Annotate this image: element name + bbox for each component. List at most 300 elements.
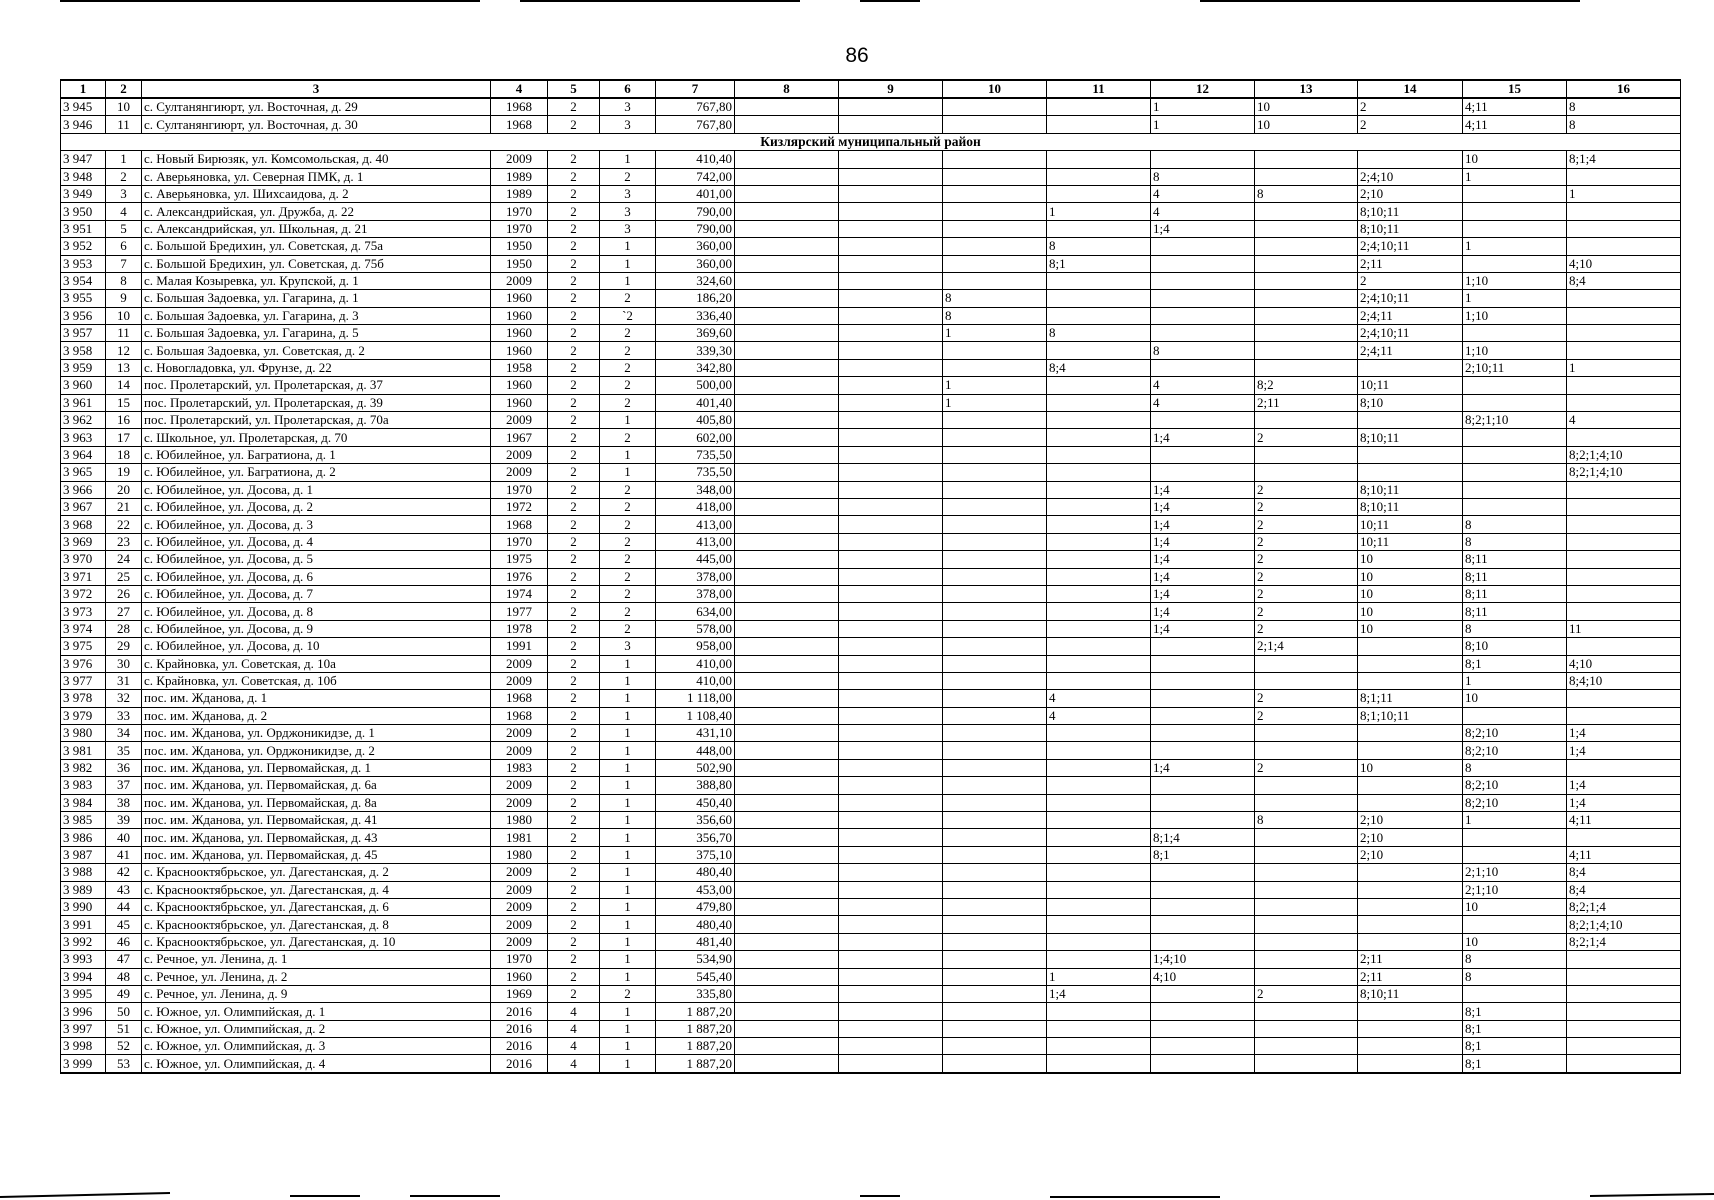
cell-col-15	[1463, 985, 1567, 1002]
cell-entrances: 1	[600, 777, 656, 794]
cell-col-8	[735, 603, 839, 620]
cell-col-14: 8;1;10;11	[1358, 707, 1463, 724]
table-row	[61, 881, 1681, 898]
cell-floors: 2	[548, 307, 600, 324]
cell-area: 958,00	[656, 638, 735, 655]
cell-row-number: 3 991	[61, 916, 106, 933]
cell-col-14	[1358, 1003, 1463, 1020]
cell-floors: 2	[548, 377, 600, 394]
cell-floors: 2	[548, 185, 600, 202]
cell-local-index: 20	[106, 481, 142, 498]
cell-col-14	[1358, 672, 1463, 689]
cell-area: 448,00	[656, 742, 735, 759]
cell-col-13	[1255, 725, 1358, 742]
cell-col-8	[735, 655, 839, 672]
cell-col-13	[1255, 307, 1358, 324]
table-row	[61, 1003, 1681, 1020]
cell-col-11	[1047, 742, 1151, 759]
cell-row-number: 3 962	[61, 412, 106, 429]
cell-area: 545,40	[656, 968, 735, 985]
cell-area: 339,30	[656, 342, 735, 359]
cell-col-12	[1151, 255, 1255, 272]
cell-col-15: 1;10	[1463, 342, 1567, 359]
cell-col-16: 1	[1567, 185, 1681, 202]
cell-floors: 2	[548, 568, 600, 585]
cell-col-14	[1358, 725, 1463, 742]
cell-col-12	[1151, 446, 1255, 463]
cell-year: 1950	[491, 238, 548, 255]
cell-col-8	[735, 1055, 839, 1073]
cell-entrances: 2	[600, 551, 656, 568]
cell-local-index: 19	[106, 464, 142, 481]
cell-col-13	[1255, 255, 1358, 272]
cell-col-9	[839, 290, 943, 307]
cell-area: 767,80	[656, 116, 735, 133]
cell-col-11: 1	[1047, 203, 1151, 220]
cell-area: 342,80	[656, 359, 735, 376]
cell-col-16	[1567, 342, 1681, 359]
cell-col-15: 8	[1463, 951, 1567, 968]
cell-col-16	[1567, 968, 1681, 985]
cell-col-9	[839, 829, 943, 846]
cell-floors: 2	[548, 829, 600, 846]
cell-col-14: 2;10	[1358, 846, 1463, 863]
cell-col-9	[839, 777, 943, 794]
cell-local-index: 36	[106, 759, 142, 776]
cell-col-9	[839, 1055, 943, 1073]
cell-col-16: 8	[1567, 98, 1681, 116]
cell-floors: 2	[548, 481, 600, 498]
cell-col-11: 8;4	[1047, 359, 1151, 376]
cell-area: 418,00	[656, 498, 735, 515]
cell-col-8	[735, 151, 839, 168]
cell-col-11	[1047, 864, 1151, 881]
cell-col-11	[1047, 638, 1151, 655]
cell-col-12	[1151, 1055, 1255, 1073]
cell-entrances: 2	[600, 325, 656, 342]
cell-col-13	[1255, 151, 1358, 168]
cell-entrances: 3	[600, 98, 656, 116]
cell-year: 2009	[491, 881, 548, 898]
cell-col-9	[839, 498, 943, 515]
table-header	[61, 80, 1681, 98]
cell-floors: 2	[548, 551, 600, 568]
cell-entrances: 3	[600, 203, 656, 220]
table-row	[61, 568, 1681, 585]
cell-col-11	[1047, 620, 1151, 637]
cell-year: 1977	[491, 603, 548, 620]
cell-col-13: 2;11	[1255, 394, 1358, 411]
cell-col-14: 10	[1358, 603, 1463, 620]
column-header-2: 2	[106, 80, 142, 98]
cell-col-11	[1047, 812, 1151, 829]
cell-col-15: 1	[1463, 290, 1567, 307]
cell-local-index: 10	[106, 98, 142, 116]
cell-col-13: 2	[1255, 516, 1358, 533]
cell-area: 378,00	[656, 568, 735, 585]
cell-col-13	[1255, 325, 1358, 342]
cell-col-10	[943, 272, 1047, 289]
cell-col-11: 8;1	[1047, 255, 1151, 272]
cell-floors: 2	[548, 759, 600, 776]
cell-col-10	[943, 742, 1047, 759]
cell-address: с. Юбилейное, ул. Досова, д. 2	[142, 498, 491, 515]
cell-col-8	[735, 255, 839, 272]
cell-col-13: 2	[1255, 533, 1358, 550]
table-row	[61, 620, 1681, 637]
cell-col-9	[839, 568, 943, 585]
cell-col-12	[1151, 864, 1255, 881]
cell-col-10	[943, 777, 1047, 794]
cell-col-10	[943, 568, 1047, 585]
cell-address: с. Юбилейное, ул. Багратиона, д. 2	[142, 464, 491, 481]
cell-address: с. Юбилейное, ул. Досова, д. 4	[142, 533, 491, 550]
cell-col-12: 1;4	[1151, 429, 1255, 446]
cell-col-9	[839, 1003, 943, 1020]
cell-col-16	[1567, 498, 1681, 515]
cell-floors: 2	[548, 98, 600, 116]
cell-floors: 2	[548, 255, 600, 272]
cell-col-8	[735, 359, 839, 376]
cell-address: с. Краснооктябрьское, ул. Дагестанская, д. 4	[142, 881, 491, 898]
cell-area: 1 887,20	[656, 1038, 735, 1055]
cell-year: 2009	[491, 742, 548, 759]
cell-col-10	[943, 707, 1047, 724]
cell-entrances: 1	[600, 881, 656, 898]
cell-col-13: 8	[1255, 185, 1358, 202]
cell-row-number: 3 972	[61, 585, 106, 602]
cell-area: 767,80	[656, 98, 735, 116]
cell-year: 1970	[491, 533, 548, 550]
cell-row-number: 3 987	[61, 846, 106, 863]
cell-row-number: 3 979	[61, 707, 106, 724]
cell-col-16	[1567, 568, 1681, 585]
cell-col-11	[1047, 185, 1151, 202]
cell-year: 2009	[491, 151, 548, 168]
cell-local-index: 37	[106, 777, 142, 794]
cell-col-14: 8;10	[1358, 394, 1463, 411]
cell-col-11	[1047, 672, 1151, 689]
cell-floors: 2	[548, 412, 600, 429]
cell-col-13: 8;2	[1255, 377, 1358, 394]
cell-local-index: 27	[106, 603, 142, 620]
cell-col-13	[1255, 412, 1358, 429]
cell-col-10	[943, 725, 1047, 742]
cell-local-index: 15	[106, 394, 142, 411]
cell-local-index: 11	[106, 325, 142, 342]
cell-col-9	[839, 342, 943, 359]
cell-area: 634,00	[656, 603, 735, 620]
cell-row-number: 3 999	[61, 1055, 106, 1073]
cell-col-11: 4	[1047, 707, 1151, 724]
cell-col-10: 8	[943, 307, 1047, 324]
cell-address: с. Юбилейное, ул. Досова, д. 6	[142, 568, 491, 585]
cell-address: с. Большой Бредихин, ул. Советская, д. 75б	[142, 255, 491, 272]
cell-entrances: 3	[600, 116, 656, 133]
cell-col-12: 1;4	[1151, 585, 1255, 602]
cell-col-10	[943, 151, 1047, 168]
cell-area: 410,00	[656, 672, 735, 689]
cell-col-9	[839, 394, 943, 411]
cell-year: 2009	[491, 272, 548, 289]
page-number: 86	[845, 44, 869, 67]
cell-col-11	[1047, 898, 1151, 915]
cell-row-number: 3 949	[61, 185, 106, 202]
cell-col-11	[1047, 846, 1151, 863]
cell-col-15	[1463, 916, 1567, 933]
cell-row-number: 3 993	[61, 951, 106, 968]
cell-local-index: 6	[106, 238, 142, 255]
cell-col-12	[1151, 794, 1255, 811]
cell-col-15: 8;11	[1463, 551, 1567, 568]
cell-row-number: 3 946	[61, 116, 106, 133]
cell-col-10	[943, 933, 1047, 950]
cell-floors: 2	[548, 325, 600, 342]
cell-local-index: 16	[106, 412, 142, 429]
cell-col-13	[1255, 464, 1358, 481]
cell-address: с. Краснооктябрьское, ул. Дагестанская, д. 6	[142, 898, 491, 915]
table-row	[61, 255, 1681, 272]
cell-col-8	[735, 933, 839, 950]
column-header-5: 5	[548, 80, 600, 98]
cell-year: 1983	[491, 759, 548, 776]
cell-col-11	[1047, 1020, 1151, 1037]
cell-col-14: 2;4;10;11	[1358, 325, 1463, 342]
cell-address: с. Большая Задоевка, ул. Гагарина, д. 3	[142, 307, 491, 324]
cell-entrances: 1	[600, 864, 656, 881]
cell-col-8	[735, 464, 839, 481]
cell-area: 480,40	[656, 864, 735, 881]
cell-floors: 2	[548, 898, 600, 915]
cell-row-number: 3 970	[61, 551, 106, 568]
cell-row-number: 3 985	[61, 812, 106, 829]
cell-entrances: 1	[600, 742, 656, 759]
cell-year: 1968	[491, 690, 548, 707]
cell-col-15: 8;1	[1463, 1020, 1567, 1037]
cell-col-12: 1;4	[1151, 568, 1255, 585]
table-row	[61, 846, 1681, 863]
cell-col-9	[839, 846, 943, 863]
cell-col-14: 10	[1358, 585, 1463, 602]
cell-row-number: 3 961	[61, 394, 106, 411]
cell-col-14: 2	[1358, 116, 1463, 133]
cell-col-9	[839, 429, 943, 446]
cell-col-10	[943, 968, 1047, 985]
cell-row-number: 3 980	[61, 725, 106, 742]
cell-entrances: 1	[600, 1055, 656, 1073]
cell-local-index: 46	[106, 933, 142, 950]
cell-col-12: 1;4;10	[1151, 951, 1255, 968]
cell-row-number: 3 957	[61, 325, 106, 342]
cell-year: 1960	[491, 290, 548, 307]
cell-entrances: 1	[600, 1038, 656, 1055]
cell-col-8	[735, 533, 839, 550]
cell-year: 2009	[491, 725, 548, 742]
cell-col-16: 8;4	[1567, 881, 1681, 898]
cell-floors: 2	[548, 933, 600, 950]
cell-col-12: 8	[1151, 168, 1255, 185]
cell-col-12	[1151, 272, 1255, 289]
cell-col-8	[735, 916, 839, 933]
cell-year: 1974	[491, 585, 548, 602]
cell-year: 2009	[491, 864, 548, 881]
cell-year: 2009	[491, 412, 548, 429]
cell-area: 410,40	[656, 151, 735, 168]
cell-local-index: 39	[106, 812, 142, 829]
cell-year: 1958	[491, 359, 548, 376]
cell-address: с. Южное, ул. Олимпийская, д. 3	[142, 1038, 491, 1055]
column-header-4: 4	[491, 80, 548, 98]
cell-col-14: 8;10;11	[1358, 429, 1463, 446]
cell-col-12	[1151, 325, 1255, 342]
table-row	[61, 168, 1681, 185]
cell-entrances: 1	[600, 272, 656, 289]
cell-local-index: 45	[106, 916, 142, 933]
cell-col-9	[839, 794, 943, 811]
cell-col-12: 1;4	[1151, 551, 1255, 568]
cell-col-16: 1;4	[1567, 794, 1681, 811]
cell-col-8	[735, 846, 839, 863]
cell-entrances: 2	[600, 498, 656, 515]
cell-col-11	[1047, 1038, 1151, 1055]
cell-year: 1960	[491, 307, 548, 324]
cell-year: 2009	[491, 446, 548, 463]
cell-year: 1991	[491, 638, 548, 655]
cell-address: с. Юбилейное, ул. Багратиона, д. 1	[142, 446, 491, 463]
cell-col-10	[943, 533, 1047, 550]
cell-col-10	[943, 898, 1047, 915]
cell-col-15: 10	[1463, 933, 1567, 950]
cell-col-10	[943, 342, 1047, 359]
cell-floors: 2	[548, 812, 600, 829]
cell-address: пос. им. Жданова, ул. Первомайская, д. 1	[142, 759, 491, 776]
cell-col-10	[943, 951, 1047, 968]
cell-local-index: 33	[106, 707, 142, 724]
cell-col-13	[1255, 220, 1358, 237]
cell-col-11	[1047, 603, 1151, 620]
cell-col-13	[1255, 168, 1358, 185]
cell-area: 378,00	[656, 585, 735, 602]
cell-address: пос. им. Жданова, д. 1	[142, 690, 491, 707]
cell-col-14: 2;4;11	[1358, 342, 1463, 359]
cell-entrances: 2	[600, 603, 656, 620]
column-header-14: 14	[1358, 80, 1463, 98]
cell-col-10	[943, 429, 1047, 446]
cell-row-number: 3 963	[61, 429, 106, 446]
cell-year: 2016	[491, 1020, 548, 1037]
table-row	[61, 933, 1681, 950]
cell-col-14	[1358, 777, 1463, 794]
cell-col-16	[1567, 516, 1681, 533]
cell-col-14: 8;10;11	[1358, 498, 1463, 515]
cell-col-9	[839, 881, 943, 898]
cell-col-13: 8	[1255, 812, 1358, 829]
cell-col-13	[1255, 951, 1358, 968]
table-row	[61, 1020, 1681, 1037]
cell-local-index: 44	[106, 898, 142, 915]
register-table	[60, 79, 1681, 1074]
cell-col-12: 1;4	[1151, 498, 1255, 515]
cell-col-15: 8;1	[1463, 1038, 1567, 1055]
cell-year: 1968	[491, 116, 548, 133]
cell-col-9	[839, 690, 943, 707]
cell-address: с. Большой Бредихин, ул. Советская, д. 75а	[142, 238, 491, 255]
cell-col-11	[1047, 916, 1151, 933]
cell-col-14: 10	[1358, 568, 1463, 585]
cell-col-14: 2;4;10	[1358, 168, 1463, 185]
cell-col-9	[839, 620, 943, 637]
cell-col-13	[1255, 446, 1358, 463]
cell-col-10	[943, 638, 1047, 655]
cell-col-12	[1151, 638, 1255, 655]
table-row	[61, 916, 1681, 933]
cell-entrances: 2	[600, 985, 656, 1002]
cell-col-10: 1	[943, 394, 1047, 411]
cell-year: 1968	[491, 98, 548, 116]
cell-col-13: 2	[1255, 690, 1358, 707]
section-title: Кизлярский муниципальный район	[61, 133, 1681, 150]
cell-col-10: 8	[943, 290, 1047, 307]
cell-col-14: 10	[1358, 551, 1463, 568]
cell-area: 480,40	[656, 916, 735, 933]
cell-col-14: 2;11	[1358, 968, 1463, 985]
cell-col-13: 2	[1255, 620, 1358, 637]
cell-year: 1968	[491, 516, 548, 533]
cell-col-9	[839, 916, 943, 933]
cell-col-12	[1151, 898, 1255, 915]
cell-year: 1976	[491, 568, 548, 585]
cell-col-8	[735, 568, 839, 585]
cell-col-11	[1047, 481, 1151, 498]
cell-col-16	[1567, 307, 1681, 324]
cell-col-10	[943, 203, 1047, 220]
cell-col-14	[1358, 412, 1463, 429]
cell-col-13	[1255, 898, 1358, 915]
table-row	[61, 551, 1681, 568]
cell-entrances: 1	[600, 794, 656, 811]
cell-col-13	[1255, 864, 1358, 881]
cell-col-8	[735, 864, 839, 881]
table-row	[61, 638, 1681, 655]
cell-col-15	[1463, 325, 1567, 342]
cell-col-9	[839, 951, 943, 968]
cell-col-14: 2;4;11	[1358, 307, 1463, 324]
cell-entrances: 2	[600, 585, 656, 602]
cell-col-10	[943, 238, 1047, 255]
cell-floors: 2	[548, 864, 600, 881]
column-header-12: 12	[1151, 80, 1255, 98]
cell-address: с. Аверьяновка, ул. Северная ПМК, д. 1	[142, 168, 491, 185]
cell-floors: 2	[548, 168, 600, 185]
cell-area: 348,00	[656, 481, 735, 498]
cell-col-8	[735, 585, 839, 602]
cell-area: 401,00	[656, 185, 735, 202]
cell-year: 2016	[491, 1038, 548, 1055]
cell-col-15: 1;10	[1463, 307, 1567, 324]
cell-col-12	[1151, 725, 1255, 742]
cell-entrances: 1	[600, 255, 656, 272]
cell-local-index: 51	[106, 1020, 142, 1037]
cell-col-16	[1567, 1038, 1681, 1055]
cell-year: 1960	[491, 394, 548, 411]
cell-col-8	[735, 290, 839, 307]
cell-col-16: 11	[1567, 620, 1681, 637]
cell-col-10	[943, 620, 1047, 637]
cell-col-10	[943, 585, 1047, 602]
cell-col-10	[943, 516, 1047, 533]
table-row	[61, 325, 1681, 342]
cell-col-9	[839, 220, 943, 237]
